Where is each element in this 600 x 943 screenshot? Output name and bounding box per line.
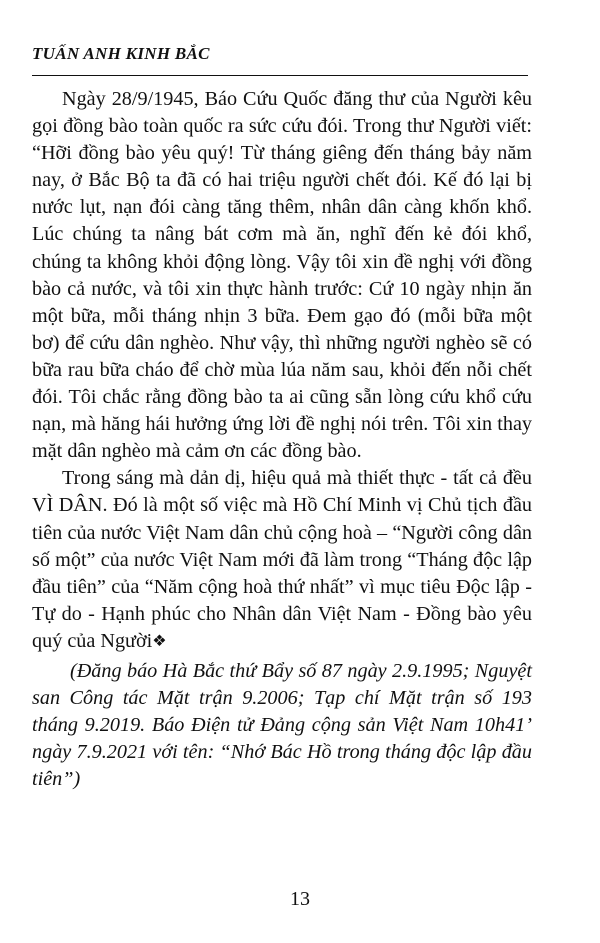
paragraph-summary-text: Trong sáng mà dản dị, hiệu quả mà thiết thực - tất cả đều VÌ DÂN. Đó là một số việc mà Hồ Chí Minh vị Chủ tịch đầu tiên của nước Việt Nam dân chủ cộng hoà – “Người công dân số một” của nước Việt Nam mới đã làm trong “Tháng độc lập đầu tiên” của “Năm cộng hoà thứ nhất” vì mục tiêu Độc lập - Tự do - Hạnh phúc cho Nhân dân Việt Nam - Đồng bào yêu quý của Người <box>32 467 532 652</box>
running-header: TUẤN ANH KINH BẮC <box>32 44 210 63</box>
body-text <box>32 86 532 793</box>
paragraph-summary <box>32 465 532 656</box>
page-number: 13 <box>290 888 310 910</box>
citation: (Đăng báo Hà Bắc thứ Bẩy số 87 ngày 2.9.1995; Nguyệt san Công tác Mặt trận 9.2006; Tạp chí Mặt trận số 193 tháng 9.2019. Báo Điện tử Đảng cộng sản Việt Nam 10h41’ ngày 7.9.2021 với tên: “Nhớ Bác Hồ trong tháng độc lập đầu tiên”) <box>32 659 532 791</box>
header-rule <box>32 75 528 76</box>
paragraph-letter: Ngày 28/9/1945, Báo Cứu Quốc đăng thư của Người kêu gọi đồng bào toàn quốc ra sức cứu đói. Trong thư Người viết: “Hỡi đồng bào yêu quý! Từ tháng giêng đến tháng bảy năm nay, ở Bắc Bộ ta đã có hai triệu người chết đói. Kế đó lại bị nước lụt, nạn đói càng tăng thêm, nhân dân càng khốn khổ. Lúc chúng ta nâng bát cơm mà ăn, nghĩ đến kẻ đói khổ, chúng ta không khỏi động lòng. Vậy tôi xin đề nghị với đồng bào cả nước, và tôi xin thực hành trước: Cứ 10 ngày nhịn ăn một bữa, mỗi tháng nhịn 3 bữa. Đem gạo đó (mỗi bữa một bơ) để cứu dân nghèo. Như vậy, thì những người nghèo sẽ có bữa rau bữa cháo để chờ mùa lúa năm sau, khỏi đến nỗi chết đói. Tôi chắc rằng đồng bào ta ai cũng sẵn lòng cứu khổ cứu nạn, mà hăng hái hưởng ứng lời đề nghị nói trên. Tôi xin thay mặt dân nghèo mà cảm ơn các đồng bào. <box>32 88 532 463</box>
end-mark-icon: ❖ <box>152 632 167 650</box>
